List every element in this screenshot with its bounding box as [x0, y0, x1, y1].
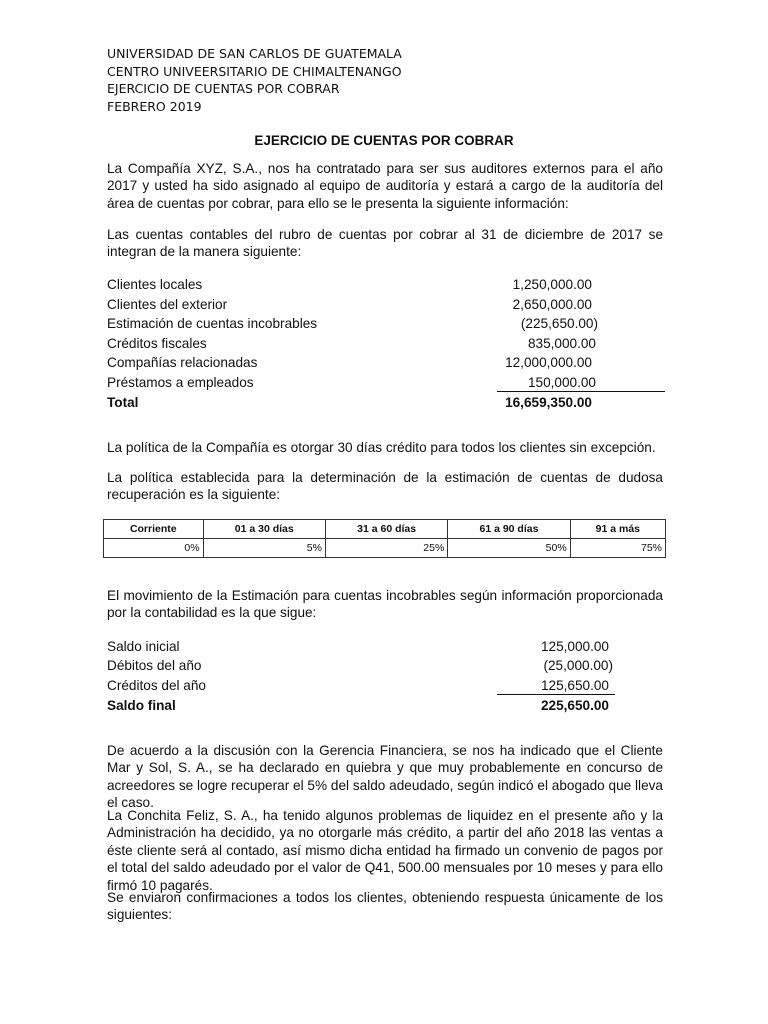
table-cell: 50%	[448, 539, 570, 558]
account-amount: (225,650.00)	[520, 316, 598, 331]
accounts-total-label: Total	[107, 395, 139, 410]
account-amount: 835,000.00	[527, 336, 596, 351]
subtotal-rule	[497, 391, 665, 392]
account-amount: 1,250,000.00	[512, 277, 592, 292]
table-header-row	[104, 520, 666, 539]
header-exercise: EJERCICIO DE CUENTAS POR COBRAR	[107, 81, 340, 96]
account-amount: 12,000,000.00	[505, 355, 592, 370]
account-label: Estimación de cuentas incobrables	[107, 316, 318, 331]
header-university: UNIVERSIDAD DE SAN CARLOS DE GUATEMALA	[107, 46, 402, 61]
allowance-amount: 125,000.00	[540, 639, 609, 654]
paragraph-mar-y-sol: De acuerdo a la discusión con la Gerencia Financiera, se nos ha indicado que el Cliente Mar y Sol, S. A., se ha declarado en quiebra y que muy probablemente en concurso de acreedores se logre recuperar el 5% del saldo adeudado, según indicó el abogado que lleva el caso.	[107, 743, 663, 811]
table-header-cell: Corriente	[104, 520, 204, 539]
account-label: Préstamos a empleados	[107, 375, 254, 390]
allowance-label: Débitos del año	[107, 658, 202, 673]
table-header-cell: 61 a 90 días	[448, 520, 570, 539]
header-date: FEBRERO 2019	[107, 98, 202, 114]
document-title: EJERCICIO DE CUENTAS POR COBRAR	[254, 133, 514, 148]
table-cell: 5%	[203, 539, 325, 558]
table-header-cell: 31 a 60 días	[325, 520, 447, 539]
allowance-label: Saldo inicial	[107, 639, 180, 654]
paragraph-confirmations: Se enviaron confirmaciones a todos los clientes, obteniendo respuesta únicamente de los siguientes:	[107, 890, 663, 923]
allowance-total-amount: 225,650.00	[540, 698, 609, 713]
table-cell: 25%	[325, 539, 447, 558]
account-label: Créditos fiscales	[107, 336, 207, 351]
header-center: CENTRO UNIVEERSITARIO DE CHIMALTENANGO	[107, 63, 402, 79]
allowance-amount: 125,650.00	[540, 678, 609, 693]
accounts-total-amount: 16,659,350.00	[505, 395, 592, 410]
allowance-total-label: Saldo final	[107, 698, 176, 713]
table-cell: 0%	[104, 539, 204, 558]
table-cell: 75%	[570, 539, 665, 558]
allowance-label: Créditos del año	[107, 678, 206, 693]
paragraph-estimation-policy: La política establecida para la determinación de la estimación de cuentas de dudosa recuperación es la siguiente:	[107, 470, 663, 503]
table-header-cell: 91 a más	[570, 520, 665, 539]
document-header	[107, 45, 402, 115]
allowance-amount: (25,000.00)	[543, 658, 613, 673]
paragraph-intro: La Compañía XYZ, S.A., nos ha contratado para ser sus auditores externos para el año 2017 y usted ha sido asignado al equipo de auditoría y estará a cargo de la auditoría del área de cuentas por cobrar, para ello se le presenta la siguiente información:	[107, 161, 663, 211]
paragraph-conchita-feliz: La Conchita Feliz, S. A., ha tenido algunos problemas de liquidez en el presente año y la Administración ha decidido, ya no otorgarle más crédito, a partir del año 2018 las ventas a éste cliente será al contado, así mismo dicha entidad ha firmado un convenio de pagos por el total del saldo adeudado por el valor de Q41, 500.00 mensuales por 10 meses y para ello firmó 10 pagarés.	[107, 808, 663, 893]
account-label: Compañías relacionadas	[107, 355, 258, 370]
subtotal-rule	[497, 694, 615, 695]
account-label: Clientes locales	[107, 277, 203, 292]
account-label: Clientes del exterior	[107, 297, 228, 312]
paragraph-credit-policy: La política de la Compañía es otorgar 30 días crédito para todos los clientes sin excepción.	[107, 440, 656, 455]
table-header-cell: 01 a 30 días	[203, 520, 325, 539]
account-amount: 150,000.00	[527, 375, 596, 390]
table-row	[104, 539, 666, 558]
estimation-policy-table	[103, 519, 666, 558]
paragraph-allowance-movement: El movimiento de la Estimación para cuentas incobrables según información proporcionada por la contabilidad es la que sigue:	[107, 588, 663, 621]
paragraph-accounts-intro: Las cuentas contables del rubro de cuentas por cobrar al 31 de diciembre de 2017 se integran de la manera siguiente:	[107, 227, 663, 260]
account-amount: 2,650,000.00	[512, 297, 592, 312]
